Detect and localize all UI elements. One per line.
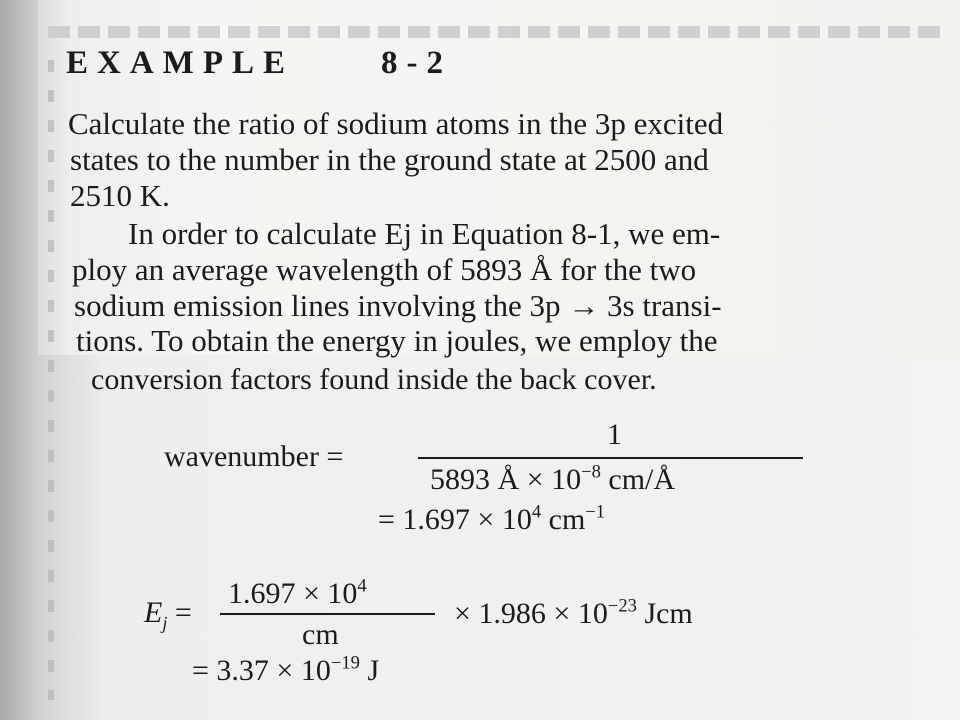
eq1-result: = $1.697 \times 10^4$ $cm^{-1}$ xyxy=(378,501,606,536)
page-binding-shadow xyxy=(0,0,38,720)
eq2-lhs: $E_j$ = xyxy=(144,596,192,633)
solution-line-1: In order to calculate Ej in Equation 8-1, we em- xyxy=(128,216,721,251)
solution-line-4: tions. To obtain the energy in joules, we employ the xyxy=(76,323,718,358)
solution-line-3: sodium emission lines involving the 3p → 3s transi- xyxy=(74,288,722,323)
decorative-dash-rule xyxy=(48,26,940,38)
eq2-result: = $3.37 \times 10^{-19}$ J xyxy=(192,652,380,687)
eq1-fraction-bar xyxy=(418,457,803,459)
eq2-numerator: $1.697 \times 10^4$ xyxy=(228,575,367,610)
problem-line-1: Calculate the ratio of sodium atoms in the 3p excited xyxy=(68,106,724,141)
problem-line-3: 2510 K. xyxy=(70,178,170,213)
solution-line-2: ploy an average wavelength of 5893 Å for the two xyxy=(72,252,697,287)
eq1-numerator: 1 xyxy=(607,418,622,451)
example-label: EXAMPLE xyxy=(66,45,294,81)
eq1-denominator: 5893 Å × $10^{-8}$ cm/Å xyxy=(430,461,676,496)
eq2-factor: × $1.986 \times 10^{-23}$ Jcm xyxy=(454,595,693,630)
eq2-denominator: cm xyxy=(302,618,339,651)
example-number: 8-2 xyxy=(381,45,452,81)
margin-tick-marks xyxy=(48,60,54,700)
eq2-fraction-bar xyxy=(220,613,435,615)
solution-line-5: conversion factors found inside the back cover. xyxy=(91,363,657,396)
eq1-lhs: wavenumber = xyxy=(164,440,344,473)
book-page-lower xyxy=(0,355,960,720)
problem-line-2: states to the number in the ground state at 2500 and xyxy=(70,142,709,177)
